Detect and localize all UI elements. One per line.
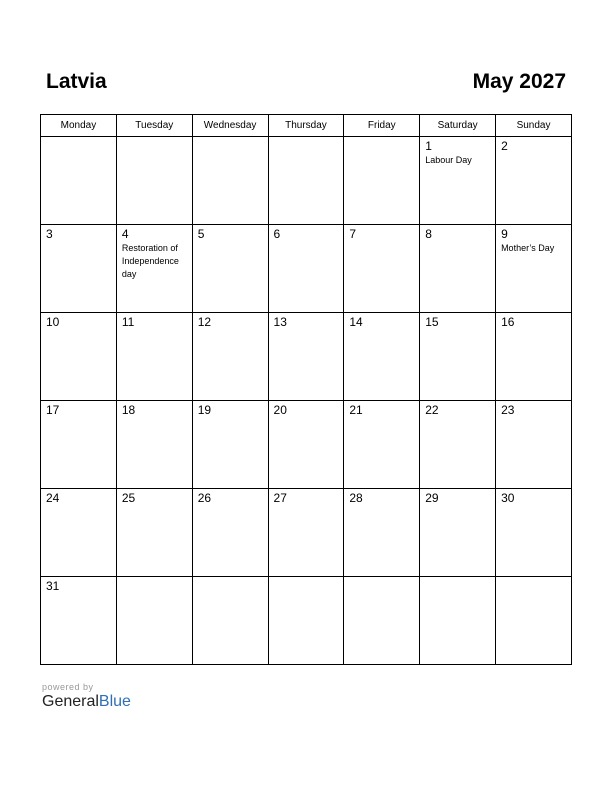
day-cell <box>496 577 572 665</box>
day-cell <box>192 313 268 401</box>
day-number: 26 <box>197 491 212 505</box>
day-cell <box>420 225 496 313</box>
day-cell <box>496 225 572 313</box>
day-number: 22 <box>425 403 439 417</box>
week-row <box>41 489 572 577</box>
weekday-monday: Monday <box>41 115 117 137</box>
day-number: 11 <box>121 315 135 329</box>
day-cell <box>344 225 420 313</box>
holiday-label: Restoration of Independence day <box>121 243 179 279</box>
day-cell <box>116 225 192 313</box>
week-row <box>41 313 572 401</box>
day-number: 4 <box>121 227 129 241</box>
day-cell <box>116 489 192 577</box>
day-cell <box>116 313 192 401</box>
day-cell <box>268 489 344 577</box>
day-cell <box>496 401 572 489</box>
brand-blue-text: Blue <box>98 693 131 710</box>
day-number: 28 <box>349 491 363 505</box>
day-number: 8 <box>425 227 432 241</box>
calendar-body <box>41 137 572 665</box>
day-cell <box>41 313 117 401</box>
day-cell <box>344 313 420 401</box>
day-number: 6 <box>273 227 281 241</box>
day-cell <box>192 577 268 665</box>
day-cell <box>192 137 268 225</box>
day-cell <box>268 225 344 313</box>
weekday-header-row <box>41 115 572 137</box>
weekday-tuesday: Tuesday <box>116 115 192 137</box>
day-number: 29 <box>425 491 439 505</box>
day-number: 12 <box>197 315 212 329</box>
day-cell <box>268 401 344 489</box>
day-number: 27 <box>273 491 287 505</box>
day-number: 23 <box>501 403 515 417</box>
month-title: May 2027 <box>472 70 566 93</box>
day-cell <box>496 489 572 577</box>
day-cell <box>41 577 117 665</box>
day-cell <box>41 489 117 577</box>
weekday-friday: Friday <box>344 115 420 137</box>
day-number: 2 <box>501 139 508 153</box>
weekday-saturday: Saturday <box>420 115 496 137</box>
day-cell <box>420 489 496 577</box>
week-row <box>41 137 572 225</box>
weekday-sunday: Sunday <box>496 115 572 137</box>
day-number: 18 <box>121 403 136 417</box>
footer <box>42 682 131 711</box>
holiday-label: Mother’s Day <box>501 243 555 253</box>
day-number: 20 <box>273 403 287 417</box>
holiday-label: Labour Day <box>425 155 472 165</box>
day-number: 9 <box>501 227 508 241</box>
day-cell <box>420 313 496 401</box>
day-cell <box>420 401 496 489</box>
day-cell <box>496 137 572 225</box>
day-number: 16 <box>501 315 515 329</box>
day-cell <box>192 489 268 577</box>
day-cell <box>192 225 268 313</box>
day-number: 14 <box>349 315 363 329</box>
country-title: Latvia <box>46 70 107 93</box>
day-number: 7 <box>349 227 357 241</box>
week-row <box>41 225 572 313</box>
day-cell <box>268 313 344 401</box>
day-cell <box>268 577 344 665</box>
calendar-header <box>40 70 572 100</box>
day-cell <box>344 577 420 665</box>
day-number: 17 <box>46 403 60 417</box>
day-cell <box>344 489 420 577</box>
day-number: 5 <box>197 227 205 241</box>
day-cell <box>496 313 572 401</box>
day-number: 10 <box>46 315 60 329</box>
day-cell <box>116 137 192 225</box>
day-number: 15 <box>425 315 439 329</box>
day-number: 1 <box>425 139 432 153</box>
day-cell <box>41 137 117 225</box>
powered-by-text: powered by <box>42 682 94 692</box>
day-cell <box>192 401 268 489</box>
week-row <box>41 401 572 489</box>
day-cell <box>344 401 420 489</box>
day-cell <box>268 137 344 225</box>
day-number: 24 <box>46 491 60 505</box>
brand-general-text: General <box>42 693 99 710</box>
day-number: 30 <box>501 491 515 505</box>
day-cell <box>41 401 117 489</box>
day-cell <box>420 137 496 225</box>
day-number: 31 <box>46 579 60 593</box>
day-number: 25 <box>121 491 136 505</box>
day-cell <box>116 577 192 665</box>
weekday-wednesday: Wednesday <box>192 115 268 137</box>
week-row <box>41 577 572 665</box>
day-cell <box>116 401 192 489</box>
day-number: 19 <box>197 403 212 417</box>
day-cell <box>420 577 496 665</box>
day-number: 13 <box>273 315 287 329</box>
calendar-grid <box>40 114 572 665</box>
generalblue-logo <box>42 693 131 711</box>
day-cell <box>41 225 117 313</box>
day-number: 3 <box>46 227 53 241</box>
day-number: 21 <box>349 403 363 417</box>
weekday-thursday: Thursday <box>268 115 344 137</box>
day-cell <box>344 137 420 225</box>
